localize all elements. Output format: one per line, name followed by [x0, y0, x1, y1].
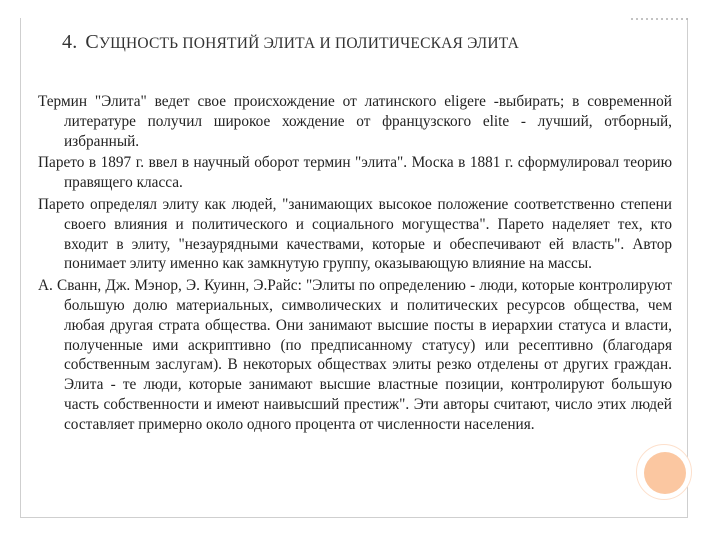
slide-number: 4.	[62, 31, 78, 53]
paragraph-swann-definition: А. Сванн, Дж. Мэнор, Э. Куинн, Э.Райс: "Элиты по определению - люди, которые контролируют большую долю материальных, символических и политических ресурсов общества, чем любая другая страта общества. Они занимают высшие посты в иерархии статуса и власти, полученные ими аскриптивно (по предписанному статусу) или ресептивно (благодаря собственным заслугам). В некоторых обществах элиты резко отделены от других граждан. Элита - те люди, которые занимают высшие властные позиции, контролируют большую часть собственности и имеют наивысший престиж". Эти авторы считают, число этих людей составляет примерно около одного процента от численности населения.	[38, 277, 672, 433]
slide-body	[38, 92, 672, 437]
corner-dots	[631, 18, 688, 20]
title-rest: УЩНОСТЬ ПОНЯТИЙ ЭЛИТА И ПОЛИТИЧЕСКАЯ ЭЛИТА	[98, 35, 520, 52]
paragraph-pareto-definition: Парето определял элиту как людей, "занимающих высокое положение соответственно степени своего влияния и политического и социального могущества". Парето наделяет тех, кто входит в элиту, "незаурядными качествами, которые и обеспечивают ей власть". Автор понимает элиту именно как замкнутую группу, оказывающую влияние на массы.	[38, 195, 672, 273]
slide-title	[62, 31, 519, 54]
title-first-letter: С	[85, 31, 99, 53]
paragraph-term-origin: Термин "Элита" ведет свое происхождение от латинского eligere -выбирать; в современной литературе получил широкое хождение от французского elite - лучший, отборный, избранный.	[38, 93, 672, 150]
decor-circle	[644, 452, 686, 494]
paragraph-pareto-mosca: Парето в 1897 г. ввел в научный оборот термин "элита". Моска в 1881 г. сформулировал теорию правящего класса.	[38, 154, 672, 192]
